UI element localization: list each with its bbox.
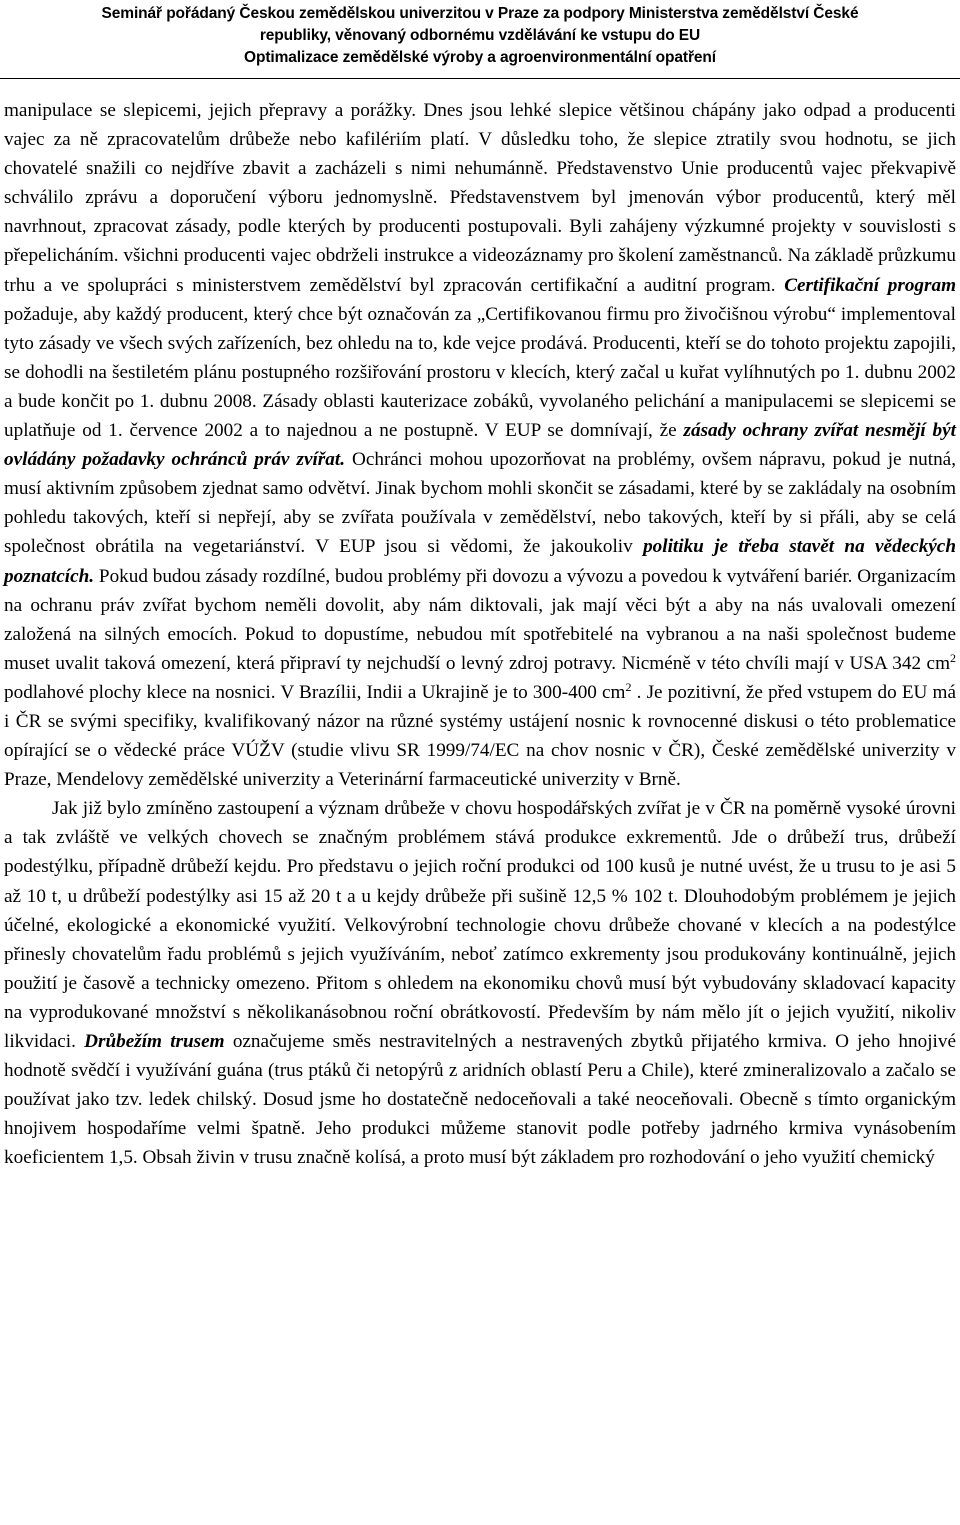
text-run: Pokud budou zásady rozdílné, budou problémy při dovozu a vývozu a povedou k vytváření bariér. Organizacím na ochranu práv zvířat bychom neměli dovolit, aby nám diktovali, jak mají věci být a aby na nás uvalovali omezení založená na silných emocích. Pokud to dopustíme, nebudou mít spotřebitelé na vybranou a na naši společnost budeme muset uvalit taková omezení, která připraví ty nejchudší o levný zdroj potravy. Nicméně v této chvíli mají v USA 342 cm: [4, 565, 956, 674]
header-line-2: republiky, věnovaný odbornému vzdělávání ke vstupu do EU: [259, 27, 701, 44]
emphasis-poultry-manure: Drůbežím trusem: [84, 1031, 225, 1052]
text-run: označujeme směs nestravitelných a nestravených zbytků přijatého krmiva. O jeho hnojivé hodnotě svědčí i využívání guána (trus ptáků či netopýrů z aridních oblastí Peru a Chile), které zmineralizovalo a začalo se používat jako tzv. ledek chilský. Dosud jsme ho dostatečně nedoceňovali a také neoceňovali. Obecně s tímto organickým hnojivem hospodaříme velmi špatně. Jeho produkci můžeme stanovit podle potřeby jadrného krmiva vynásobením koeficientem 1,5. Obsah živin v trusu značně kolísá, a proto musí být základem pro rozhodování o jeho využití chemický: [4, 1031, 956, 1169]
superscript: 2: [950, 650, 956, 665]
emphasis-certification-program: Certifikační program: [784, 274, 957, 296]
paragraph-poultry-manure: [4, 794, 956, 1172]
text-run: Jak již bylo zmíněno zastoupení a význam drůbeže v chovu hospodářských zvířat je v ČR na poměrně vysoké úrovni a tak zvláště ve velkých chovech se značným problémem stává produkce exkrementů. Jde o drůbeží trus, drůbeží podestýlku, případně drůbeží kejdu. Pro představu o jejich roční produkci od 100 kusů je nutné uvést, že u trusu to je asi 5 až 10 t, u drůbeží podestýlky asi 15 až 20 t a u kejdy drůbeže při sušině 12,5 % 102 t. Dlouhodobým problémem je jejich účelné, ekologické a ekonomické využití. Velkovýrobní technologie chovu drůbeže chované v klecích a na podestýlce přinesly chovatelům řadu problémů s jejich využíváním, neboť zatímco exkrementy jsou produkovány kontinuálně, jejich použití je časově a technicky omezeno. Přitom s ohledem na ekonomiku chovů musí být vybudovány skladovací kapacity na vyprodukované množství s několikanásobnou roční obrátkovostí. Především by nám mělo jít o jejich využití, nikoliv likvidaci.: [4, 798, 956, 1052]
superscript: 2: [625, 679, 632, 694]
text-run: podlahové plochy klece na nosnici. V Brazílii, Indii a Ukrajině je to 300-400 cm: [4, 681, 626, 703]
page-header: [0, 3, 960, 69]
paragraph-egg-producers: [4, 96, 956, 794]
text-run: požaduje, aby každý producent, který chce být označován za „Certifikovanou firmu pro živočišnou výrobu“ implementoval tyto zásady ve všech svých zařízeních, bez ohledu na to, kde vejce prodává. Producenti, kteří se do tohoto projektu zapojili, se dohodli na šestiletém plánu postupného rozšiřování prostoru v klecích, který začal u kuřat vylíhnutých po 1. dubnu 2002 a bude končit po 1. dubnu 2008. Zásady oblasti kauterizace zobáků, vyvolaného pelichání a manipulacemi se slepicemi se uplatňuje od 1. července 2002 a to najednou a ne postupně. V EUP se domnívají, že: [4, 303, 956, 442]
text-run: Ochránci mohou upozorňovat na problémy, ovšem nápravu, pokud je nutná, musí aktivním způsobem zjednat samo odvětví. Jinak bychom mohli skončit se zásadami, které by se zakládaly na osobním pohledu takových, kteří si nepřejí, aby se zvířata používala v zemědělství, nebo takových, kteří by si přáli, aby se celá společnost obrátila na vegetariánství. V EUP jsou si vědomi, že jakoukoliv: [4, 449, 956, 558]
emphasis-animal-welfare-rules: zásady ochrany zvířat nesmějí být ovládány požadavky ochránců práv zvířat.: [4, 420, 956, 471]
emphasis-science-based-policy: politiku je třeba stavět na vědeckých poznatcích.: [4, 536, 956, 587]
text-run: . Je pozitivní, že před vstupem do EU má i ČR se svými specifiky, kvalifikovaný názor na různé systémy ustájení nosnic k rovnocenné diskusi o této problematice opírající se o vědecké práce VÚŽV (studie vlivu SR 1999/74/EC na chov nosnic v ČR), České zemědělské univerzity v Praze, Mendelovy zemědělské univerzity a Veterinární farmaceutické univerzity v Brně.: [4, 681, 956, 791]
header-line-3: Optimalizace zemědělské výroby a agroenvironmentální opatření: [244, 49, 716, 66]
text-run: manipulace se slepicemi, jejich přepravy a porážky. Dnes jsou lehké slepice většinou chápány jako odpad a producenti vajec za ně zpracovatelům drůbeže nebo kafilériím platí. V důsledku toho, že slepice ztratily svou hodnotu, se jich chovatelé snažili co nejdříve zbavit a zacházeli s nimi nehumánně. Představenstvo Unie producentů vajec překvapivě schválilo zprávu a doporučení výboru jednomyslně. Představenstvem byl jmenován výbor producentů, který měl navrhnout, zpracovat zásady, podle kterých by producenti postupovali. Byli zahájeny výzkumné projekty v souvislosti s přepelicháním. všichni producenti vajec obdrželi instrukce a videozáznamy pro školení zaměstnanců. Na základě průzkumu trhu a ve spolupráci s ministerstvem zemědělství byl zpracován certifikační a auditní program.: [4, 100, 956, 296]
header-line-1: Seminář pořádaný Českou zemědělskou univerzitou v Praze za podpory Ministerstva zemědělství České: [101, 5, 859, 22]
document-body: [4, 96, 956, 1172]
header-divider: [0, 78, 960, 79]
